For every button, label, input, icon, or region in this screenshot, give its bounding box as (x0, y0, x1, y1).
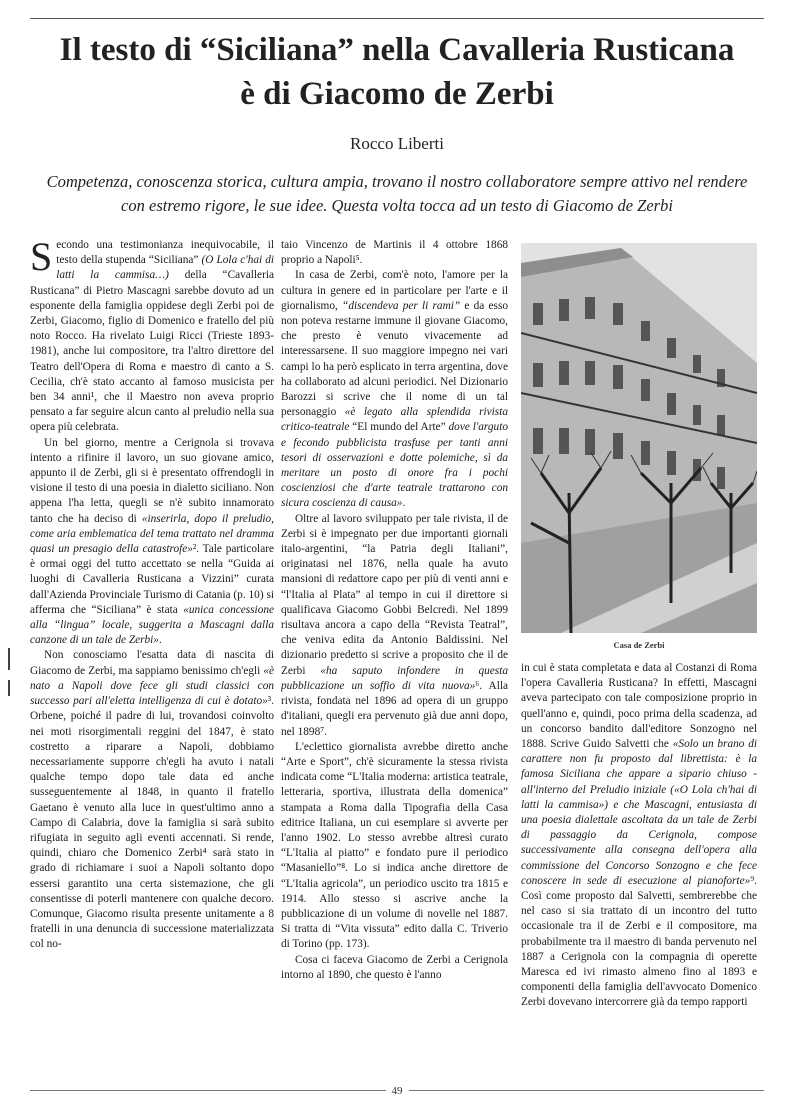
text-run: ⁶. Alla rivista, fondata nel 1896 ad opera di un gruppo d'italiani, quegli era pervenuto già due anni dopo, nel 1898⁷. (281, 679, 508, 738)
quote-run: «è nato a Napoli dove fece gli studi classici con successo pari all'eletta intelligenza di cui è dotato» (30, 664, 274, 708)
page-number (0, 1085, 794, 1097)
article-title (30, 28, 764, 116)
text-run: ². Tale particolare è ormai oggi del tutto accettato se nella “Guida ai luoghi di Cavalleria Rusticana a Vizzini” curata dall'Azienda Provinciale Turismo di Catania (p. 10) si afferma che “Siciliana” è stata (30, 543, 274, 616)
text-run: taio Vincenzo de Martinis il 4 ottobre 1868 proprio a Napoli⁵. (281, 239, 508, 267)
margin-mark (8, 648, 10, 670)
quote-run: «ha saputo infondere in questa pubblicazione un soffio di vita nuova» (281, 664, 508, 692)
paragraph (281, 953, 508, 983)
paragraph (281, 268, 508, 511)
quote-run: “discendeva per li rami” (342, 299, 461, 312)
text-run: L'eclettico giornalista avrebbe diretto anche “Arte e Sport”, ch'è sicuramente la stessa rivista indicata come “L'Italia moderna: artistica teatrale, letteraria, sportiva, illustrata della domenica” stampata a Roma dalla Tipografia della Casa editrice Italiana, un cui esemplare si avverte per l'anno 1902. Lo stesso avrebbe altresì curato “L'Italia al piatto” e fondato pure il periodico “Masaniello”⁸. Lo si indica anche direttore de “L'Italia agricola”, un periodico uscito tra 1815 e 1914. Allo stesso si ascrive anche la pubblicazione di un volume di novelle nel 1887. Si tratta di “Vita vissuta” edito dalla C. Triverio di Torino (pp. 173). (281, 740, 508, 951)
paragraph (30, 238, 274, 436)
paragraph (281, 512, 508, 740)
top-rule (30, 18, 764, 19)
building-illustration (521, 243, 757, 633)
title-line-1: Il testo di “Siciliana” nella Cavalleria Rusticana (59, 32, 735, 68)
text-run: Oltre al lavoro sviluppato per tale rivista, il de Zerbi si è impegnato per due importanti giornali italo-argentini, “la Patria degli Italiani”, originatasi nel 1876, nella quale ha avuto mansioni di redattore capo per più di venti anni e “l'Italia al Plata” al tempo in cui il direttore si qualificava Giacomo Gobbi Belcredi. Nel 1899 risultava ancora a capo della “Revista Teatral”, che veniva edita da Antonio Baldissini. Nel dizionario predetto si scrive a proposito che il de Zerbi (281, 512, 508, 677)
quote-run: (O Lola c'hai di latti la cammisa…) (56, 254, 274, 282)
margin-mark (8, 680, 10, 696)
text-run: . (402, 497, 406, 510)
text-run: della “Cavalleria Rusticana” di Pietro Mascagni sarebbe dovuto ad un esponente della famiglia oppidese degli Zerbi poi de Zerbi, Giacomo, figlio di Domenico e fratello del più noto Rocco. Ha rivelato Luigi Ricci (Trieste 1893-1981), anche lui compositore, tra l'altro direttore del Teatro dell'Opera di Roma e maestro di canto a S. Cecilia, ch'è stato accanto al famoso musicista per ben 34 anni¹, che il Maestro non aveva proprio pensato a far seguire alcun canto al preludio nella sua opera più celebrata. (30, 269, 274, 434)
text-column-2 (281, 238, 508, 1083)
drop-cap: S (30, 238, 53, 279)
text-run: Un bel giorno, mentre a Cerignola si trovava intento a rifinire il lavoro, un suo giovane amico, appunto il de Zerbi, gli si è presentato offrendogli in visione il testo di una poesia in dialetto siciliano. Non appena l'ha letta, quegli se n'è subito innamorato tanto che ha deciso di (30, 436, 274, 525)
paragraph (521, 661, 757, 1011)
text-run: e da esso non poteva restarne immune il giovane Giacomo, che presto è venuto vivacemente ad interessarsene. Il suo maggiore impegno nei vari campi lo ha però esplicato in terra argentina, dove ha collaborato ad alcuni periodici. Nel Dizionario Barozzi si scrive che il nome di un tal personaggio (281, 299, 508, 419)
text-column-1 (30, 238, 274, 1083)
quote-run: «è legato alla splendida rivista critico-teatrale (281, 406, 508, 434)
quote-run: dove l'arguto e fecondo pubblicista trasfuse per tanti anni tesori di osservazioni e dotte polemiche, sì da meritare un posto di onore fra i pochi coscienziosi che d'arte teatrale trattarono con sicura coscienza di causa» (281, 421, 508, 510)
text-run: ⁹. Così come proposto dal Salvetti, sembrerebbe che nel caso si sia trattato di un incontro del tutto occasionale tra il de Zerbi e il compositore, ma probabilmente tra il maestro di banda pervenuto nel 1887 a Cerignola con la compagnia di operette Maresca ed ivi rimasto almeno fino al 1893 e componenti della famiglia dell'avvocato Domenico Zerbi dovevano intercorrere già da tempo rapporti (521, 874, 757, 1009)
paragraph (281, 740, 508, 953)
article-lead: Competenza, conoscenza storica, cultura ampia, trovano il nostro collaboratore sempre attivo nel rendere con estremo rigore, le sue idee. Questa volta tocca ad un testo di Giacomo de Zerbi (46, 172, 748, 215)
text-column-3 (521, 661, 757, 1083)
text-run: Non conosciamo l'esatta data di nascita di Giacomo de Zerbi, ma sappiamo benissimo ch'egli (30, 649, 274, 677)
house-photo (521, 243, 757, 633)
text-run: . (158, 634, 162, 647)
article-author: Rocco Liberti (350, 134, 444, 153)
quote-run: «Solo un brano di carattere non fu proposto dal librettista: è la famosa Siciliana che appare a sipario chiuso - all'interno del Preludio iniziale («O Lola ch'hai di latti la cammisa») e che Mascagni, entusiasta di una poesia dialettale ascoltata da un tale de Zerbi di passaggio da Cerignola, compose successivamente alla consegna dell'opera alla commissione del Concorso Sonzogno e che fece conoscere in sede di esecuzione al pianoforte» (521, 738, 757, 887)
text-run: Cosa ci faceva Giacomo de Zerbi a Cerignola intorno al 1890, che questo è l'anno (281, 953, 508, 981)
paragraph (30, 436, 274, 649)
quote-run: «unica concessione alla “lingua” locale, suggerita a Mascagni dalla canzone di un tale de Zerbi» (30, 603, 274, 647)
paragraph (30, 648, 274, 952)
title-line-2: è di Giacomo de Zerbi (240, 76, 554, 112)
quote-run: «inserirla, dopo il preludio, come aria emblematica del tema trattato nel dramma quasi un presagio della catastrofe» (30, 512, 274, 556)
text-run: ³. Orbene, poiché il padre di lui, trovandosi coinvolto nei moti risorgimentali reggini del 1847, è stato costretto a riparare a Napoli, dobbiamo necessariamente supporre ch'egli ha avuto i natali qualche tempo dopo tale data ed anche susseguentemente al 1848, in quanto il fratello Gaetano è venuto alla luce in quest'ultimo anno a Campo di Calabria, dove la famiglia si sarà subito rifugiata in seguito agli eventi accennati. Si rende, quindi, chiaro che Domenico Zerbi⁴ sarà stato in grado di richiamare i suoi a Napoli soltanto dopo essersi garantito una certa sistemazione, che gli consentisse di poterli mantenere con qualche decoro. Comunque, Giacomo risulta presente unitamente a 8 fratelli in una denuncia di successione materializzata col no- (30, 695, 274, 951)
page-number-label: 49 (386, 1085, 409, 1097)
text-run: econdo una testimonianza inequivocabile, il testo della stupenda “Siciliana” (56, 239, 274, 267)
text-run: in cui è stata completata e data al Costanzi di Roma l'opera Cavalleria Rusticana? In effetti, Mascagni aveva partecipato con tale composizione proprio in quell'anno e, quindi, poco prima della scadenza, ad un concorso bandito dall'editore Sonzogno nel 1888. Scrive Guido Salvetti che (521, 662, 757, 751)
text-run: “El mundo del Arte” (349, 421, 449, 434)
paragraph (281, 238, 508, 268)
photo-caption: Casa de Zerbi (613, 640, 665, 650)
text-run: In casa de Zerbi, com'è noto, l'amore per la cultura in genere ed in particolare per l'arte e il giornalismo, (281, 269, 508, 312)
